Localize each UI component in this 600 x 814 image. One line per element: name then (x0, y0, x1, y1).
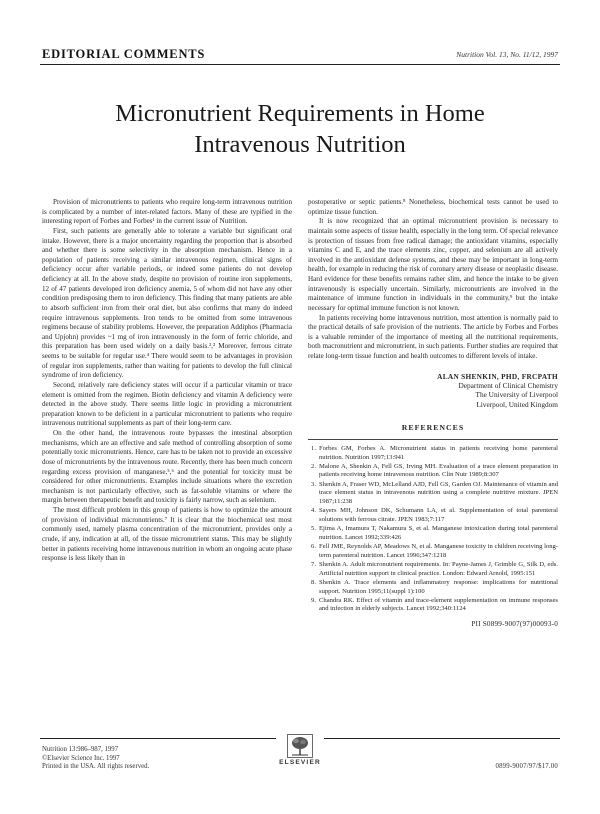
reference-item (308, 561, 558, 578)
reference-number: 4. (311, 507, 316, 515)
reference-text: Shenkin A, Fraser WD, McLelland AJD, Fell GS, Garden OJ. Maintenance of vitamin and trace element status in intravenous nutrition using a complete nutritive mixture. JPEN 1987;11:238 (319, 480, 558, 505)
footer-rule-left (40, 738, 276, 739)
paragraph: It is now recognized that an optimal micronutrient provision is necessary to maintain some aspects of tissue health, especially in the long term. Of special relevance is protection of tissues from free radical damage; the antioxidant vitamins, especially vitamins C and E, and the trace elements zinc, copper, and selenium are all actively involved in the antioxidant defense systems, and these may be important in long-term health, for example in reducing the risk of coronary artery disease or neoplastic disease. Hard evidence for these benefits remains rather slim, and hence the intake to be given intravenously is especially uncertain. Similarly, micronutrients are involved in the maintenance of immune function in individuals in the community,⁹ but the intake necessary for optimal immune function is not known. (308, 217, 558, 312)
author-department: Department of Clinical Chemistry (458, 381, 558, 391)
reference-item (308, 525, 558, 542)
reference-text: Ejima A, Imamura T, Nakamura S, et al. Manganese intoxication during total parenteral nutrition. Lancet 1992;339:426 (319, 525, 558, 541)
publisher-name: ELSEVIER (279, 759, 321, 766)
header-rule (40, 64, 560, 65)
author-institution: The University of Liverpool (475, 390, 558, 400)
footer-rights: Printed in the USA. All rights reserved. (42, 763, 150, 771)
footer-rule-right (324, 738, 560, 739)
publisher-logo (276, 734, 324, 766)
references-rule (308, 439, 558, 440)
reference-item (308, 445, 558, 462)
reference-number: 1. (311, 444, 316, 452)
reference-item (308, 579, 558, 596)
reference-item (308, 463, 558, 480)
paragraph: On the other hand, the intravenous route bypasses the intestinal absorption mechanisms, which are an effective and safe method of controlling absorption of some potentially toxic micronutrients. Hence, care has to be taken not to provide an excessive dose of micronutrients by the intravenous route. Recently, there has been much concern regarding excess provision of manganese,⁵,⁶ and the potential for toxicity must be considered for other micronutrients. Examples include situations where the excretion mechanism is not particularly effective, such as fat-soluble vitamins or where the margin between therapeutic benefit and toxicity is fairly narrow, such as selenium. (42, 429, 292, 505)
reference-number: 6. (311, 543, 316, 551)
reference-text: Sayers MH, Johnson DK, Schumann LA, et al. Supplementation of total parenteral solutions with ferrous citrate. JPEN 1983;7:117 (319, 507, 558, 523)
elsevier-tree-icon (287, 734, 313, 758)
reference-item (308, 543, 558, 560)
reference-number: 9. (311, 596, 316, 604)
left-column (42, 198, 292, 718)
section-label: EDITORIAL COMMENTS (42, 47, 206, 61)
paragraph: Provision of micronutrients to patients who require long-term intravenous nutrition is complicated by a number of inter-related factors. Many of these are typified in the interesting report of Forbes and Forbes¹ in the current issue of Nutrition. (42, 198, 292, 226)
paragraph: The most difficult problem in this group of patients is how to optimize the amount of provision of individual micronutrients.⁷ It is clear that the biochemical test most commonly used, namely plasma concentration of the micronutrient, provides only a crude, if any, indication at all, of the tissue micronutrient status. This may be slightly better in patients receiving home intravenous nutrition in whom an ongoing acute phase response is less likely than in (42, 506, 292, 563)
reference-text: Forbes GM, Forbes A. Micronutrient status in patients receiving home parenteral nutrition. Nutrition 1997;13:941 (319, 444, 558, 461)
footer-copyright: ©Elsevier Science Inc. 1997 (42, 754, 120, 762)
paragraph: Second, relatively rare deficiency states will occur if a particular vitamin or trace element is omitted from the regimen. Biotin deficiency and vitamin A deficiency were detected in the above study. There seems little logic in providing a micronutrient preparation known to be deficient in a particular micronutrient to patients who require intravenous nutritional supplements as part of their long-term care. (42, 380, 292, 428)
right-column (308, 198, 558, 728)
references-list (308, 445, 558, 614)
reference-number: 7. (311, 560, 316, 568)
reference-number: 5. (311, 525, 316, 533)
reference-number: 2. (311, 462, 316, 470)
author-location: Liverpool, United Kingdom (476, 399, 558, 409)
article-title (40, 98, 560, 160)
reference-text: Shenkin A. Adult micronutrient requirements. In: Payne-James J, Grimble G, Silk D, eds. Artificial nutrition support in clinical practice. London: Edward Arnold, 1995:151 (319, 560, 558, 577)
reference-number: 8. (311, 578, 316, 586)
reference-item (308, 481, 558, 507)
footer-left (42, 746, 149, 772)
journal-reference: Nutrition Vol. 13, No. 11/12, 1997 (456, 50, 558, 59)
reference-item (308, 507, 558, 524)
pii-identifier: PII S0899-9007(97)00093-0 (471, 620, 558, 629)
reference-text: Fell JME, Reynolds AP, Meadows N, et al. Manganese toxicity in children receiving long-term parenteral nutrition. Lancet 1996;347:1218 (319, 543, 558, 559)
footer-citation: Nutrition 13:986–987, 1997 (42, 746, 119, 753)
reference-text: Shenkin A. Trace elements and inflammatory response: implications for nutritional support. Nutrition 1995;11(suppl 1):100 (319, 578, 558, 595)
reference-text: Chandra RK. Effect of vitamin and trace-element supplementation on immune responses and infection in elderly subjects. Lancet 1992;340:1124 (319, 596, 558, 613)
paragraph: In patients receiving home intravenous nutrition, most attention is normally paid to the practical details of safe provision of the nutrients. The article by Forbes and Forbes is a valuable reminder of the importance of meeting all the nutritional requirements, both macronutrient and micronutrient, in such patients. Further studies are required that relate long-term tissue function and health outcomes to different levels of intake. (308, 313, 558, 360)
reference-number: 3. (311, 480, 316, 488)
title-line-2: Intravenous Nutrition (194, 131, 406, 158)
author-block (308, 372, 558, 410)
paragraph: First, such patients are generally able to tolerate a variable but significant oral intake. However, there is a major uncertainty regarding the proportion that is absorbed and whether there is some selectivity in the absorption mechanism. Hence in a population of patients receiving a similar intravenous regimen, clinical signs of deficiency occur after variable periods, or indeed some patients do not develop deficiency at all. In the above study, despite no provision of routine iron supplements, 12 of 47 patients developed iron deficiency anemia, 5 of whom did not have any other condition predisposing them to iron deficiency. This finding that many patients are able to absorb sufficient iron from their oral diet, but also confirms that many do indeed require intravenous supplements. Iron tends to be omitted from some intravenous regimens because of stability problems. However, the preparation Addiphos (Pharmacia and Upjohn) provides ~1 mg of iron intravenously in the form of ferric chloride, and this preparation has been used widely on a daily basis.²,³ Moreover, ferrous citrate seems to be suitable for regular use.⁴ There would seem to be advantages in provision of regular iron supplements, rather than waiting for patients to develop the full clinical syndrome of iron deficiency. (42, 226, 292, 380)
references-heading: REFERENCES (401, 423, 465, 433)
reference-item (308, 597, 558, 614)
footer-issn: 0899-9007/97/$17.00 (495, 763, 558, 770)
author-name: ALAN SHENKIN, PHD, FRCPATH (437, 371, 558, 381)
reference-text: Malone A, Shenkin A, Fell GS, Irving MH. Evaluation of a trace element preparation in patients receiving home intravenous nutrition. Clin Nutr 1989;8:307 (319, 462, 558, 479)
title-line-1: Micronutrient Requirements in Home (115, 100, 485, 127)
paragraph: postoperative or septic patients.⁸ Nonetheless, biochemical tests cannot be used to optimize tissue function. (308, 198, 558, 216)
